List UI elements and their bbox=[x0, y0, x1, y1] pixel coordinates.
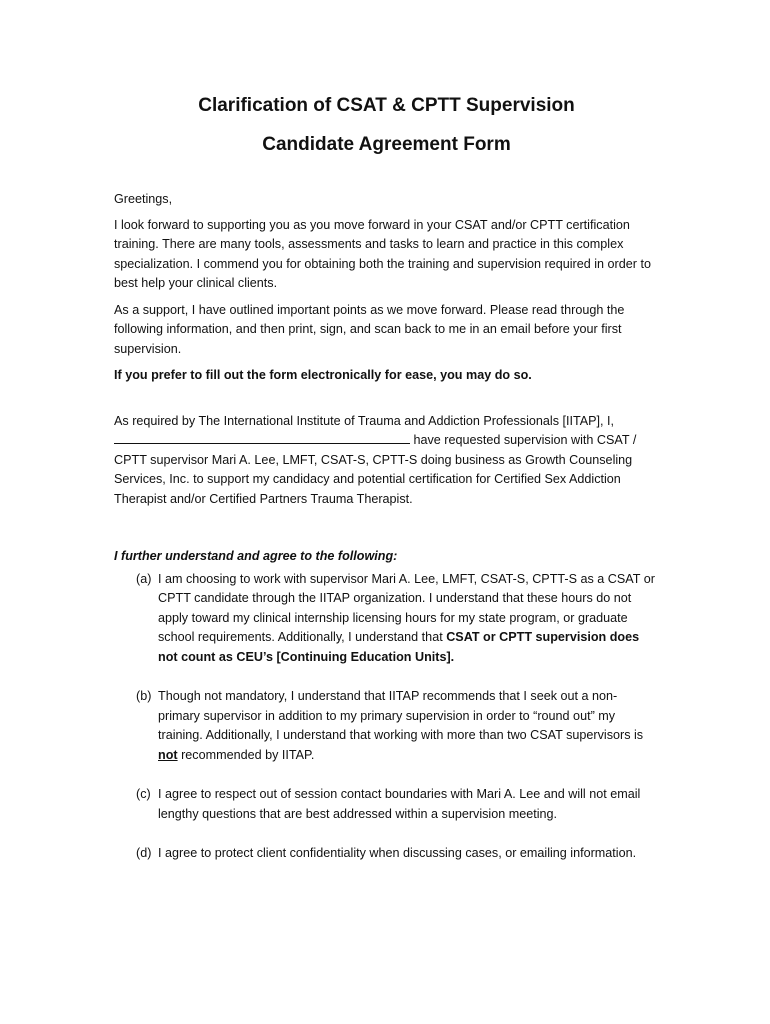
candidate-name-blank[interactable] bbox=[114, 431, 410, 444]
item-label: (d) bbox=[136, 846, 152, 860]
agreement-item-b bbox=[136, 687, 659, 765]
item-b-text-before: Though not mandatory, I understand that IITAP recommends that I seek out a non-primary supervisor in addition to my primary supervision in order to “round out” my training. Additionally, I understand that working with more than two CSAT supervisors is bbox=[158, 689, 644, 742]
item-a-text: I am choosing to work with supervisor Mari A. Lee, LMFT, CSAT-S, CPTT-S as a CSAT or CPTT candidate through the IITAP organization. I understand that these hours do not apply toward my clinical internship licensing hours for my state program, or graduate school requirements. Additionally, I understand that bbox=[158, 571, 655, 644]
document-subtitle: Candidate Agreement Form bbox=[262, 134, 511, 155]
agreement-item-c bbox=[136, 785, 659, 824]
electronic-fill-note: If you prefer to fill out the form electronically for ease, you may do so. bbox=[114, 368, 532, 382]
item-b-emphasis: not bbox=[158, 747, 178, 762]
item-b-text-after: recommended by IITAP. bbox=[181, 747, 315, 762]
item-d-text: I agree to protect client confidentiality when discussing cases, or emailing information. bbox=[158, 846, 637, 860]
intro-paragraph: I look forward to supporting you as you move forward in your CSAT and/or CPTT certification training. There are many tools, assessments and tasks to learn and practice in this complex specialization. I commend you for obtaining both the training and supervision required in order to best help your clinical clients. bbox=[114, 217, 651, 290]
item-a-bold-text: CSAT or CPTT supervision does not count as CEU’s [Continuing Education Units]. bbox=[158, 630, 640, 664]
requirement-text-after: have requested supervision with CSAT / CPTT supervisor Mari A. Lee, LMFT, CSAT-S, CPTT-S doing business as Growth Counseling Services, Inc. to support my candidacy and potential certification for Certified Sex Addiction Therapist and/or Certified Partners Trauma Therapist. bbox=[114, 433, 637, 506]
item-label: (a) bbox=[136, 571, 152, 586]
item-text bbox=[158, 570, 659, 668]
document-page bbox=[114, 94, 659, 864]
item-text bbox=[158, 687, 659, 765]
greeting: Greetings, bbox=[114, 192, 173, 206]
instructions-paragraph: As a support, I have outlined important points as we move forward. Please read through the following information, and then print, sign, and scan back to me in an email before your first supervision. bbox=[114, 302, 625, 356]
requirement-text-before: As required by The International Institute of Trauma and Addiction Professionals [IITAP], I, bbox=[114, 413, 615, 428]
agreement-item-a bbox=[136, 570, 659, 668]
item-c-text: I agree to respect out of session contact boundaries with Mari A. Lee and will not email lengthy questions that are best addressed within a supervision meeting. bbox=[158, 787, 641, 821]
document-title: Clarification of CSAT & CPTT Supervision bbox=[198, 95, 575, 116]
item-label: (b) bbox=[136, 689, 152, 703]
agreement-heading: I further understand and agree to the following: bbox=[114, 549, 398, 563]
agreement-item-d bbox=[136, 844, 659, 864]
requirement-paragraph bbox=[114, 412, 659, 510]
item-label: (c) bbox=[136, 787, 151, 801]
